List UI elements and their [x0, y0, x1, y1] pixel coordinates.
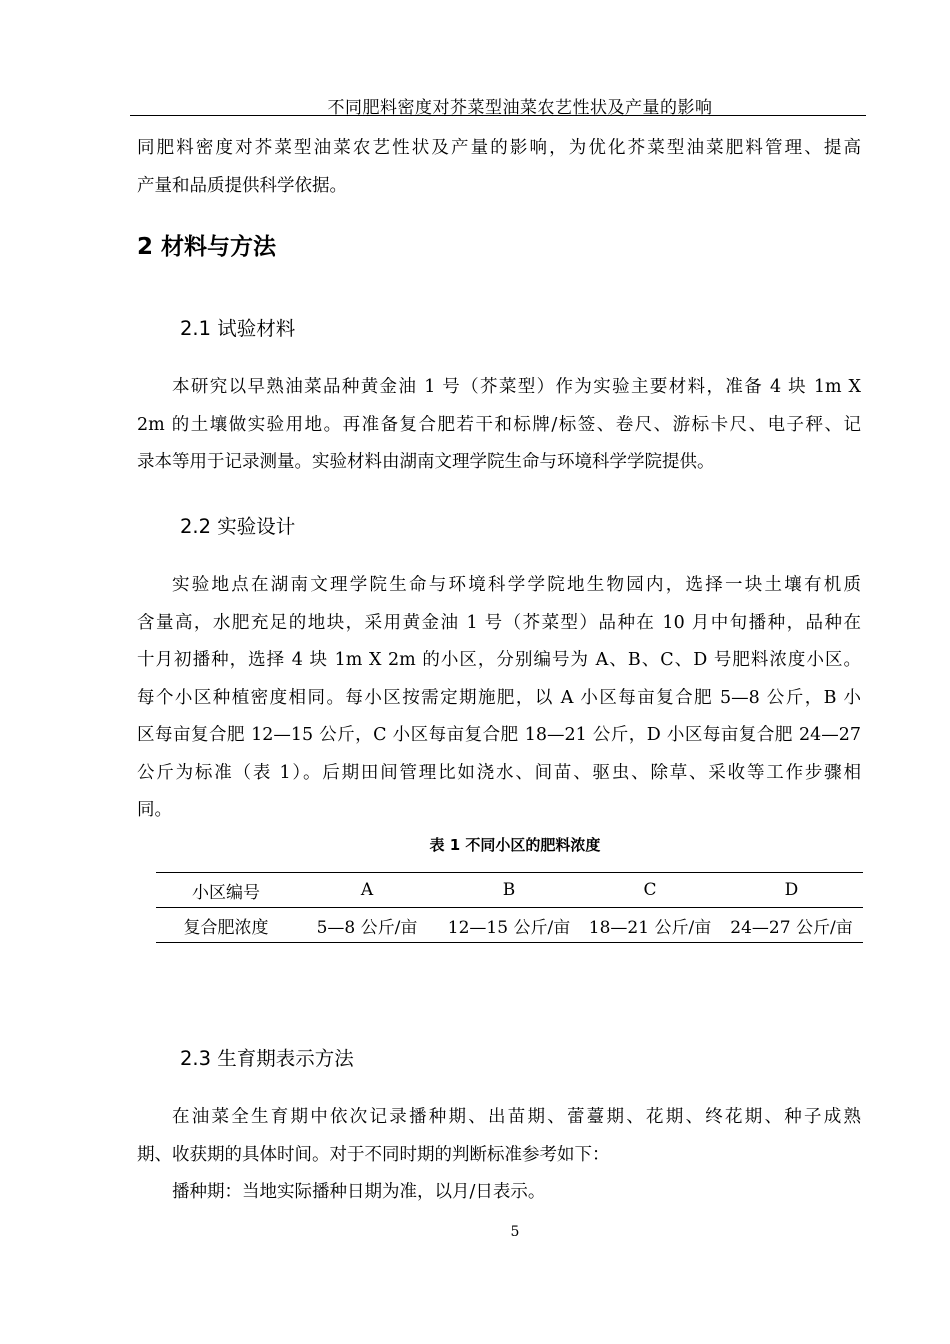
table-cell: 复合肥浓度	[183, 917, 269, 938]
table-cell: 12—15 公斤/亩	[447, 917, 571, 938]
table-header-cell: D	[784, 880, 799, 900]
subsection-heading: 2.1 试验材料	[180, 317, 296, 340]
text-line: 区每亩复合肥 12—15 公斤，C 小区每亩复合肥 18—21 公斤，D 小区每亩复合肥 24—27	[137, 725, 861, 745]
text-line: 录本等用于记录测量。实验材料由湖南文理学院生命与环境科学学院提供。	[137, 452, 715, 472]
table-cell: 24—27 公斤/亩	[730, 917, 853, 938]
text-line: 含量高，水肥充足的地块，采用黄金油 1 号（芥菜型）品种在 10 月中旬播种，品种在	[137, 612, 861, 633]
table-caption: 表 1 不同小区的肥料浓度	[429, 836, 601, 854]
intro-paragraph-tail	[137, 130, 861, 205]
table-row	[156, 908, 863, 943]
table-cell: 5—8 公斤/亩	[316, 917, 418, 938]
subsection-heading: 2.3 生育期表示方法	[180, 1047, 354, 1070]
text-line: 本研究以早熟油菜品种黄金油 1 号（芥菜型）作为实验主要材料，准备 4 块 1m X	[172, 377, 861, 397]
text-line: 同肥料密度对芥菜型油菜农艺性状及产量的影响，为优化芥菜型油菜肥料管理、提高	[137, 138, 861, 158]
growth-period-paragraph	[137, 1099, 861, 1212]
text-line: 在油菜全生育期中依次记录播种期、出苗期、蕾薹期、花期、终花期、种子成熟	[172, 1107, 861, 1127]
table-header-cell: A	[360, 880, 374, 900]
text-line: 实验地点在湖南文理学院生命与环境科学学院地生物园内，选择一块土壤有机质	[172, 575, 861, 595]
table-header-cell: 小区编号	[192, 882, 260, 903]
text-line: 期、收获期的具体时间。对于不同时期的判断标准参考如下：	[137, 1144, 610, 1165]
section-heading: 2 材料与方法	[137, 234, 277, 260]
text-line: 十月初播种，选择 4 块 1m X 2m 的小区，分别编号为 A、B、C、D 号肥料浓度小区。	[137, 650, 861, 670]
table-header-cell: C	[643, 880, 657, 900]
page-number: 5	[510, 1224, 520, 1240]
table-cell: 18—21 公斤/亩	[588, 917, 712, 938]
design-paragraph	[137, 567, 861, 830]
materials-paragraph	[137, 369, 861, 482]
text-line: 2m 的土壤做实验用地。再准备复合肥若干和标牌/标签、卷尺、游标卡尺、电子秤、记	[137, 414, 861, 435]
table-header-row	[156, 873, 863, 908]
text-line: 产量和品质提供科学依据。	[137, 175, 347, 196]
subsection-heading: 2.2 实验设计	[180, 515, 296, 538]
header-rule	[130, 115, 866, 116]
table-header-cell: B	[502, 880, 516, 900]
text-line: 同。	[137, 800, 172, 820]
text-line: 每个小区种植密度相同。每小区按需定期施肥，以 A 小区每亩复合肥 5—8 公斤，B 小	[137, 687, 861, 708]
text-line: 播种期：当地实际播种日期为准，以月/日表示。	[172, 1182, 546, 1202]
fertilizer-table	[156, 872, 863, 943]
text-line: 公斤为标准（表 1）。后期田间管理比如浇水、间苗、驱虫、除草、采收等工作步骤相	[137, 762, 861, 783]
running-header: 不同肥料密度对芥菜型油菜农艺性状及产量的影响	[327, 98, 713, 118]
